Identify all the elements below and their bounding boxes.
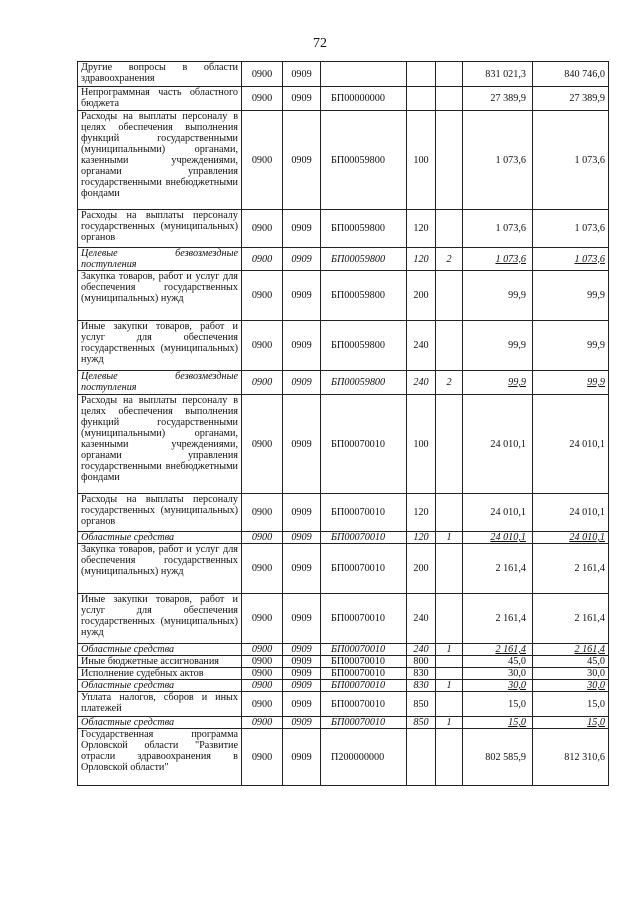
- table-row: [78, 210, 609, 248]
- row-name: Целевые безвозмездные поступления: [78, 248, 242, 271]
- row-target-article: БП00070010: [321, 680, 407, 692]
- row-section: 0900: [242, 717, 283, 729]
- row-target-article: П200000000: [321, 729, 407, 786]
- row-expense-type: [407, 87, 436, 111]
- row-section: 0900: [242, 271, 283, 321]
- row-expense-type: 240: [407, 321, 436, 371]
- row-amount-1: 24 010,1: [463, 494, 533, 532]
- row-section: 0900: [242, 210, 283, 248]
- row-amount-2: 2 161,4: [533, 644, 609, 656]
- row-name: Иные закупки товаров, работ и услуг для обеспечения государственных (муниципальных) нужд: [78, 321, 242, 371]
- row-funding-source: 1: [436, 717, 463, 729]
- row-name: Иные бюджетные ассигнования: [78, 656, 242, 668]
- row-subsection: 0909: [283, 532, 321, 544]
- row-funding-source: 1: [436, 532, 463, 544]
- row-target-article: БП00070010: [321, 668, 407, 680]
- table-row: [78, 494, 609, 532]
- row-subsection: 0909: [283, 692, 321, 717]
- row-subsection: 0909: [283, 668, 321, 680]
- table-row: [78, 532, 609, 544]
- row-section: 0900: [242, 395, 283, 494]
- row-name: Непрограммная часть областного бюджета: [78, 87, 242, 111]
- row-amount-1: 99,9: [463, 321, 533, 371]
- table-row: [78, 395, 609, 494]
- row-funding-source: 1: [436, 680, 463, 692]
- table-row: [78, 644, 609, 656]
- row-expense-type: 120: [407, 494, 436, 532]
- row-amount-1: 27 389,9: [463, 87, 533, 111]
- row-funding-source: [436, 656, 463, 668]
- table-row: [78, 680, 609, 692]
- row-funding-source: [436, 321, 463, 371]
- row-target-article: БП00070010: [321, 717, 407, 729]
- row-subsection: 0909: [283, 210, 321, 248]
- row-expense-type: 240: [407, 371, 436, 395]
- table-row: [78, 729, 609, 786]
- row-amount-1: 1 073,6: [463, 111, 533, 210]
- table-body: [78, 62, 609, 786]
- row-funding-source: 2: [436, 248, 463, 271]
- row-funding-source: [436, 729, 463, 786]
- row-subsection: 0909: [283, 656, 321, 668]
- table-row: [78, 594, 609, 644]
- row-funding-source: [436, 87, 463, 111]
- row-amount-2: 1 073,6: [533, 111, 609, 210]
- row-section: 0900: [242, 692, 283, 717]
- row-section: 0900: [242, 87, 283, 111]
- row-section: 0900: [242, 544, 283, 594]
- row-target-article: [321, 62, 407, 87]
- row-expense-type: 100: [407, 111, 436, 210]
- table-row: [78, 271, 609, 321]
- row-name: Закупка товаров, работ и услуг для обеспечения государственных (муниципальных) нужд: [78, 271, 242, 321]
- row-name: Расходы на выплаты персоналу государственных (муниципальных) органов: [78, 210, 242, 248]
- table-row: [78, 656, 609, 668]
- row-name: Областные средства: [78, 532, 242, 544]
- row-amount-2: 99,9: [533, 321, 609, 371]
- row-subsection: 0909: [283, 62, 321, 87]
- row-amount-1: 99,9: [463, 271, 533, 321]
- row-name: Закупка товаров, работ и услуг для обеспечения государственных (муниципальных) нужд: [78, 544, 242, 594]
- row-amount-2: 30,0: [533, 668, 609, 680]
- row-expense-type: 100: [407, 395, 436, 494]
- row-amount-1: 30,0: [463, 680, 533, 692]
- row-name: Другие вопросы в области здравоохранения: [78, 62, 242, 87]
- row-section: 0900: [242, 371, 283, 395]
- row-amount-1: 2 161,4: [463, 644, 533, 656]
- row-target-article: БП00070010: [321, 692, 407, 717]
- row-subsection: 0909: [283, 680, 321, 692]
- row-amount-2: 30,0: [533, 680, 609, 692]
- row-subsection: 0909: [283, 644, 321, 656]
- row-expense-type: 830: [407, 668, 436, 680]
- row-name: Областные средства: [78, 680, 242, 692]
- row-target-article: БП00059800: [321, 248, 407, 271]
- row-amount-1: 24 010,1: [463, 395, 533, 494]
- row-target-article: БП00000000: [321, 87, 407, 111]
- row-expense-type: [407, 62, 436, 87]
- row-funding-source: [436, 395, 463, 494]
- row-expense-type: 240: [407, 644, 436, 656]
- row-subsection: 0909: [283, 248, 321, 271]
- row-name: Исполнение судебных актов: [78, 668, 242, 680]
- row-target-article: БП00059800: [321, 321, 407, 371]
- row-amount-2: 840 746,0: [533, 62, 609, 87]
- row-target-article: БП00070010: [321, 494, 407, 532]
- row-subsection: 0909: [283, 395, 321, 494]
- row-target-article: БП00059800: [321, 371, 407, 395]
- row-name: Расходы на выплаты персоналу государственных (муниципальных) органов: [78, 494, 242, 532]
- row-expense-type: 240: [407, 594, 436, 644]
- row-funding-source: [436, 594, 463, 644]
- row-subsection: 0909: [283, 729, 321, 786]
- row-subsection: 0909: [283, 594, 321, 644]
- row-amount-2: 2 161,4: [533, 544, 609, 594]
- row-subsection: 0909: [283, 271, 321, 321]
- row-name: Областные средства: [78, 644, 242, 656]
- row-amount-1: 45,0: [463, 656, 533, 668]
- row-amount-2: 812 310,6: [533, 729, 609, 786]
- row-target-article: БП00059800: [321, 111, 407, 210]
- row-section: 0900: [242, 656, 283, 668]
- row-amount-1: 30,0: [463, 668, 533, 680]
- row-expense-type: 200: [407, 271, 436, 321]
- row-target-article: БП00070010: [321, 644, 407, 656]
- table-row: [78, 62, 609, 87]
- row-amount-2: 1 073,6: [533, 248, 609, 271]
- row-section: 0900: [242, 729, 283, 786]
- table-row: [78, 321, 609, 371]
- row-subsection: 0909: [283, 717, 321, 729]
- row-amount-1: 99,9: [463, 371, 533, 395]
- page-number: 72: [313, 36, 327, 51]
- row-amount-2: 24 010,1: [533, 395, 609, 494]
- row-target-article: БП00059800: [321, 271, 407, 321]
- row-expense-type: 850: [407, 692, 436, 717]
- row-funding-source: [436, 111, 463, 210]
- row-amount-1: 2 161,4: [463, 544, 533, 594]
- row-amount-1: 1 073,6: [463, 248, 533, 271]
- row-amount-2: 45,0: [533, 656, 609, 668]
- row-name: Целевые безвозмездные поступления: [78, 371, 242, 395]
- row-target-article: БП00059800: [321, 210, 407, 248]
- row-subsection: 0909: [283, 111, 321, 210]
- row-section: 0900: [242, 111, 283, 210]
- budget-table: [77, 61, 609, 786]
- row-funding-source: [436, 271, 463, 321]
- row-amount-2: 15,0: [533, 717, 609, 729]
- row-funding-source: [436, 494, 463, 532]
- row-name: Иные закупки товаров, работ и услуг для обеспечения государственных (муниципальных) нужд: [78, 594, 242, 644]
- row-amount-1: 831 021,3: [463, 62, 533, 87]
- table-row: [78, 717, 609, 729]
- row-expense-type: 200: [407, 544, 436, 594]
- row-expense-type: 850: [407, 717, 436, 729]
- row-subsection: 0909: [283, 494, 321, 532]
- row-section: 0900: [242, 321, 283, 371]
- row-target-article: БП00070010: [321, 395, 407, 494]
- row-funding-source: [436, 544, 463, 594]
- row-section: 0900: [242, 62, 283, 87]
- row-funding-source: [436, 210, 463, 248]
- table-row: [78, 87, 609, 111]
- table-row: [78, 692, 609, 717]
- row-amount-1: 24 010,1: [463, 532, 533, 544]
- row-section: 0900: [242, 248, 283, 271]
- row-amount-2: 99,9: [533, 271, 609, 321]
- row-amount-2: 24 010,1: [533, 494, 609, 532]
- row-amount-2: 99,9: [533, 371, 609, 395]
- row-name: Уплата налогов, сборов и иных платежей: [78, 692, 242, 717]
- row-amount-1: 2 161,4: [463, 594, 533, 644]
- row-expense-type: 830: [407, 680, 436, 692]
- row-section: 0900: [242, 494, 283, 532]
- row-amount-1: 15,0: [463, 717, 533, 729]
- table-row: [78, 111, 609, 210]
- row-amount-2: 2 161,4: [533, 594, 609, 644]
- row-amount-2: 27 389,9: [533, 87, 609, 111]
- row-amount-1: 15,0: [463, 692, 533, 717]
- row-expense-type: [407, 729, 436, 786]
- row-amount-2: 24 010,1: [533, 532, 609, 544]
- row-amount-2: 15,0: [533, 692, 609, 717]
- row-section: 0900: [242, 644, 283, 656]
- row-expense-type: 120: [407, 248, 436, 271]
- row-funding-source: 1: [436, 644, 463, 656]
- row-funding-source: [436, 668, 463, 680]
- row-name: Областные средства: [78, 717, 242, 729]
- row-target-article: БП00070010: [321, 656, 407, 668]
- row-expense-type: 800: [407, 656, 436, 668]
- row-expense-type: 120: [407, 532, 436, 544]
- row-section: 0900: [242, 680, 283, 692]
- row-target-article: БП00070010: [321, 594, 407, 644]
- row-target-article: БП00070010: [321, 544, 407, 594]
- row-section: 0900: [242, 668, 283, 680]
- table-row: [78, 248, 609, 271]
- row-subsection: 0909: [283, 321, 321, 371]
- row-funding-source: [436, 62, 463, 87]
- table-row: [78, 668, 609, 680]
- row-amount-2: 1 073,6: [533, 210, 609, 248]
- table-row: [78, 371, 609, 395]
- row-subsection: 0909: [283, 544, 321, 594]
- row-subsection: 0909: [283, 371, 321, 395]
- row-section: 0900: [242, 594, 283, 644]
- row-expense-type: 120: [407, 210, 436, 248]
- row-name: Расходы на выплаты персоналу в целях обеспечения выполнения функций государственными (муниципальными) органами, казенными учреждениями, органами управления государственными внебюджетными фондами: [78, 111, 242, 210]
- row-funding-source: 2: [436, 371, 463, 395]
- table-row: [78, 544, 609, 594]
- row-name: Расходы на выплаты персоналу в целях обеспечения выполнения функций государственными (муниципальными) органами, казенными учреждениями, органами управления государственными внебюджетными фондами: [78, 395, 242, 494]
- row-amount-1: 1 073,6: [463, 210, 533, 248]
- row-subsection: 0909: [283, 87, 321, 111]
- row-target-article: БП00070010: [321, 532, 407, 544]
- row-section: 0900: [242, 532, 283, 544]
- row-amount-1: 802 585,9: [463, 729, 533, 786]
- row-name: Государственная программа Орловской области "Развитие отрасли здравоохранения в Орловской области": [78, 729, 242, 786]
- row-funding-source: [436, 692, 463, 717]
